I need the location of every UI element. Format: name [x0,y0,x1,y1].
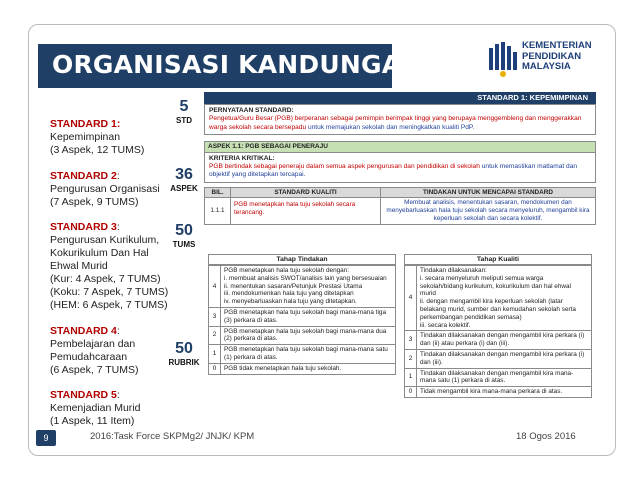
list-item: iii. secara kolektif. [420,321,471,329]
level-cell: 2 [405,349,417,368]
level-intro: PGB menetapkan hala tuju sekolah dengan: [224,267,350,274]
list-item: ii. dengan mengambil kira keperluan sekolah (latar belakang murid, sumber dan kemudahan sekolah serta perkembangan pendidikan semasa) [420,298,576,321]
standard-line: (7 Aspek, 9 TUMS) [50,195,139,208]
table-row [405,349,592,368]
standard-line: (1 Aspek, 11 Item) [50,415,135,427]
standard-bar: STANDARD 1: KEPEMIMPINAN [204,92,596,104]
stat-tums [164,222,204,249]
kualiti-table [404,254,592,398]
level-text: Tindakan dilaksanakan dengan mengambil kira perkara (i) dan (iii). [417,349,592,368]
standard-colon: : [116,389,120,401]
row-number: 1.1.1 [205,198,231,224]
table-row [405,387,592,398]
standard-line: Pengurusan Kurikulum, [50,234,160,246]
list-item: iv. menyebarluaskan hala tuju yang ditetapkan. [224,298,357,306]
standard-1 [50,118,180,157]
statement-box [204,104,596,135]
level-text: Tindakan dilaksanakan dengan mengambil kira mana-mana satu (1) perkara di atas. [417,368,592,387]
level-cell: 4 [209,266,221,308]
tindakan-header: Tahap Tindakan [208,254,396,265]
logo-line-3: MALAYSIA [522,61,571,72]
footer-text: 2016:Task Force SKPMg2/ JNJK/ KPM [90,431,255,442]
level-text: Tindakan dilaksanakan dengan mengambil kira perkara (i) dan (ii) atau perkara (i) dan (iii). [417,331,592,350]
stat-label: TUMS [172,240,196,249]
stat-number: 36 [175,166,193,183]
quality-table [204,187,596,225]
table-row [209,266,396,308]
quality-table-header [205,187,596,198]
level-cell: 3 [405,331,417,350]
level-text: PGB menetapkan hala tuju sekolah bagi mana-mana tiga (3) perkara di atas. [221,307,396,326]
level-text: PGB menetapkan hala tuju sekolah bagi mana-mana dua (2) perkara di atas. [221,326,396,345]
standard-document [204,92,596,225]
level-text: PGB tidak menetapkan hala tuju sekolah. [221,363,396,374]
standards-list [50,118,180,441]
standard-heading: STANDARD 5 [50,389,117,401]
level-cell: 1 [405,368,417,387]
critical-text [209,163,591,179]
standard-5 [50,389,180,428]
list-item: i. membuat analisis SWOT/analisis lain yang bersesuaian [224,274,387,282]
level-cell: 4 [405,266,417,331]
standard-heading-row [50,325,180,338]
table-row [205,198,596,224]
logo-line-2: PENDIDIKAN [522,50,582,62]
standard-colon: : [116,221,120,233]
stat-std [164,98,204,125]
col-bil: BIL. [205,187,231,198]
standard-heading: STANDARD 1: [50,118,121,130]
level-cell: 1 [209,345,221,364]
standard-line: Pengurusan Organisasi [50,182,160,195]
logo-line-1: KEMENTERIAN [522,40,592,51]
list-item: ii. menentukan sasaran/Petunjuk Prestasi Utama [224,282,363,290]
standard-heading-row [50,170,180,183]
level-cell: 2 [209,326,221,345]
critical-blue: untuk memastikan matlamat dan objektif yang ditetapkan tercapai. [209,163,578,179]
standard-line: Kepemimpinan [50,131,121,143]
standard-heading: STANDARD 3 [50,221,117,233]
standard-line: Pembelajaran dan [50,337,136,350]
standard-line: Kemenjadian Murid [50,402,141,414]
critical-box [204,152,596,183]
standard-heading-row [50,389,180,402]
stat-label: RUBRIK [168,358,200,367]
stat-number: 50 [175,340,193,357]
standard-heading: STANDARD 2 [50,169,117,182]
level-cell: 0 [209,363,221,374]
standard-heading-row [50,221,180,234]
col-action: TINDAKAN UNTUK MENCAPAI STANDARD [381,187,596,198]
standard-heading: STANDARD 4 [50,324,117,337]
level-text: Tidak mengambil kira mana-mana perkara di atas. [417,387,592,398]
page-number: 9 [36,430,56,446]
list-item: i. secara menyeluruh meliputi semua warga sekolah/bidang kurikulum, kokurikulum dan hal ehwal murid [420,274,571,298]
level-4-text [417,266,592,331]
footer-date: 18 Ogos 2016 [516,431,576,442]
standard-colon: : [116,169,120,182]
standard-4 [50,325,180,377]
statement-blue: untuk memajukan sekolah dan meningkatkan kualiti PdP. [306,123,475,131]
statement-heading: PERNYATAAN STANDARD: [209,107,294,115]
standard-line: (Kur: 4 Aspek, 7 TUMS) [50,273,161,285]
table-row [405,331,592,350]
col-standard: STANDARD KUALITI [231,187,381,198]
aspect-heading: ASPEK 1.1: PGB SEBAGAI PENERAJU [204,141,596,152]
table-row [209,307,396,326]
table-row [209,345,396,364]
list-item: iii. mendokumenkan hala tuju yang ditetapkan [224,290,354,298]
standard-line: (Koku: 7 Aspek, 7 TUMS) [50,286,169,298]
standard-colon: : [116,324,120,337]
statement-text [209,115,591,131]
tindakan-table [208,254,396,375]
standard-line: (3 Aspek, 12 TUMS) [50,144,145,156]
level-text: PGB menetapkan hala tuju sekolah bagi mana-mana satu (1) perkara di atas. [221,345,396,364]
standard-line: Ehwal Murid [50,260,108,272]
table-row [209,363,396,374]
rubric-tables [204,254,596,444]
stat-label: ASPEK [170,184,198,193]
stat-label: STD [176,116,192,125]
ministry-name [522,41,592,73]
stat-number: 5 [179,98,189,115]
standard-line: Kokurikulum Dan Hal [50,247,149,259]
standard-line: (HEM: 6 Aspek, 7 TUMS) [50,299,168,311]
row-action: Membuat analisis, menentukan sasaran, mendokumen dan menyebarluaskan hala tuju sekolah secara menyeluruh, mengambil kira keperluan sekolah dan secara kolektif. [381,198,596,224]
kualiti-header: Tahap Kualiti [404,254,592,265]
stat-aspek [164,166,204,193]
stat-rubrik [164,340,204,367]
level-intro: Tindakan dilaksanakan: [420,267,487,274]
critical-heading: KRITERIA KRITIKAL: [209,155,275,163]
level-4-text [221,266,396,308]
table-row [209,326,396,345]
standard-2 [50,170,180,209]
standard-line: (6 Aspek, 7 TUMS) [50,363,139,376]
critical-red: PGB bertindak sebagai peneraju dalam semua aspek pengurusan dan pendidikan di sekolah [209,163,480,171]
standard-3 [50,221,180,312]
table-row [405,266,592,331]
page-title: ORGANISASI KANDUNGAN [52,50,423,79]
level-cell: 0 [405,387,417,398]
stat-number: 50 [175,222,193,239]
table-row [405,368,592,387]
statement-red: Pengetua/Guru Besar (PGB) berperanan sebagai pemimpin berimpak tinggi yang berupaya menggembleng dan menggerakkan warga sekolah secara bersepadu [209,115,582,131]
row-standard: PGB menetapkan hala tuju sekolah secara terancang. [231,198,381,224]
level-cell: 3 [209,307,221,326]
standard-line: Pemudahcaraan [50,350,128,363]
